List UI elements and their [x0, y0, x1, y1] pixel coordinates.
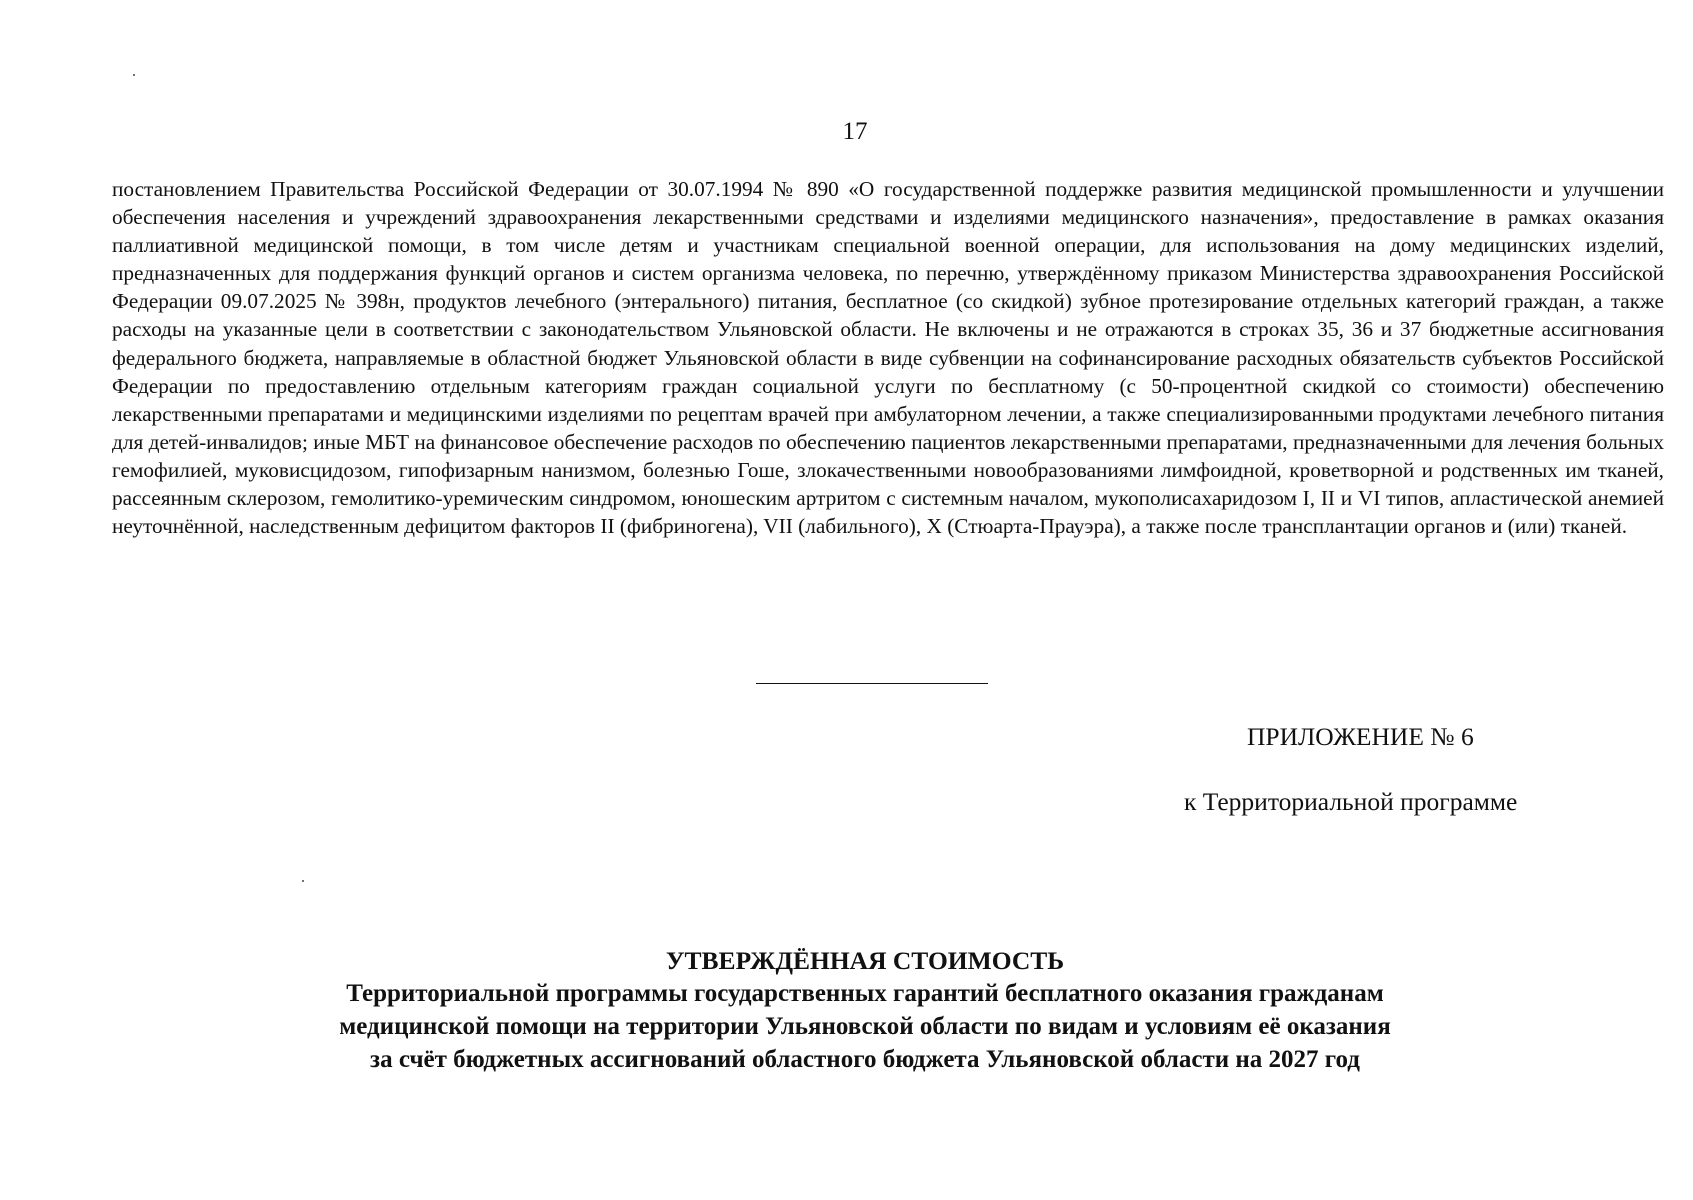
- document-subtitle-line: за счёт бюджетных ассигнований областного бюджета Ульяновской области на 2027 год: [370, 1046, 1360, 1073]
- appendix-reference: к Территориальной программе: [1184, 787, 1518, 816]
- scan-speck: [302, 880, 304, 882]
- body-paragraph: постановлением Правительства Российской Федерации от 30.07.1994 № 890 «О государственной поддержке развития медицинской промышленности и улучшении обеспечения населения и учреждений здравоохранения лекарственными средствами и изделиями медицинского назначения», предоставление в рамках оказания паллиативной медицинской помощи, в том числе детям и участникам специальной военной операции, для использования на дому медицинских изделий, предназначенных для поддержания функций органов и систем организма человека, по перечню, утверждённому приказом Министерства здравоохранения Российской Федерации 09.07.2025 № 398н, продуктов лечебного (энтерального) питания, бесплатное (со скидкой) зубное протезирование отдельных категорий граждан, а также расходы на указанные цели в соответствии с законодательством Ульяновской области. Не включены и не отражаются в строках 35, 36 и 37 бюджетные ассигнования федерального бюджета, направляемые в областной бюджет Ульяновской области в виде субвенции на софинансирование расходных обязательств субъектов Российской Федерации по предоставлению отдельным категориям граждан социальной услуги по бесплатному (с 50-процентной скидкой со стоимости) обеспечению лекарственными препаратами и медицинскими изделиями по рецептам врачей при амбулаторном лечении, а также специализированными продуктами лечебного питания для детей-инвалидов; иные МБТ на финансовое обеспечение расходов по обеспечению пациентов лекарственными препаратами, предназначенными для лечения больных гемофилией, муковисцидозом, гипофизарным нанизмом, болезнью Гоше, злокачественными новообразованиями лимфоидной, кроветворной и родственных им тканей, рассеянным склерозом, гемолитико-уремическим синдромом, юношеским артритом с системным началом, мукополисахаридозом I, II и VI типов, апластической анемией неуточнённой, наследственным дефицитом факторов II (фибриногена), VII (лабильного), X (Стюарта-Прауэра), а также после трансплантации органов и (или) тканей.: [112, 177, 1664, 539]
- scan-speck: [133, 74, 135, 76]
- document-title: УТВЕРЖДЁННАЯ СТОИМОСТЬ: [665, 946, 1065, 975]
- document-subtitle-line: Территориальной программы государственных гарантий бесплатного оказания гражданам: [346, 980, 1384, 1007]
- document-subtitle-line: медицинской помощи на территории Ульяновской области по видам и условиям её оказания: [339, 1013, 1391, 1040]
- appendix-number: ПРИЛОЖЕНИЕ № 6: [1247, 722, 1474, 751]
- document-title-block: [0, 945, 1693, 1076]
- page-number: 17: [842, 118, 868, 145]
- section-divider: [756, 683, 988, 684]
